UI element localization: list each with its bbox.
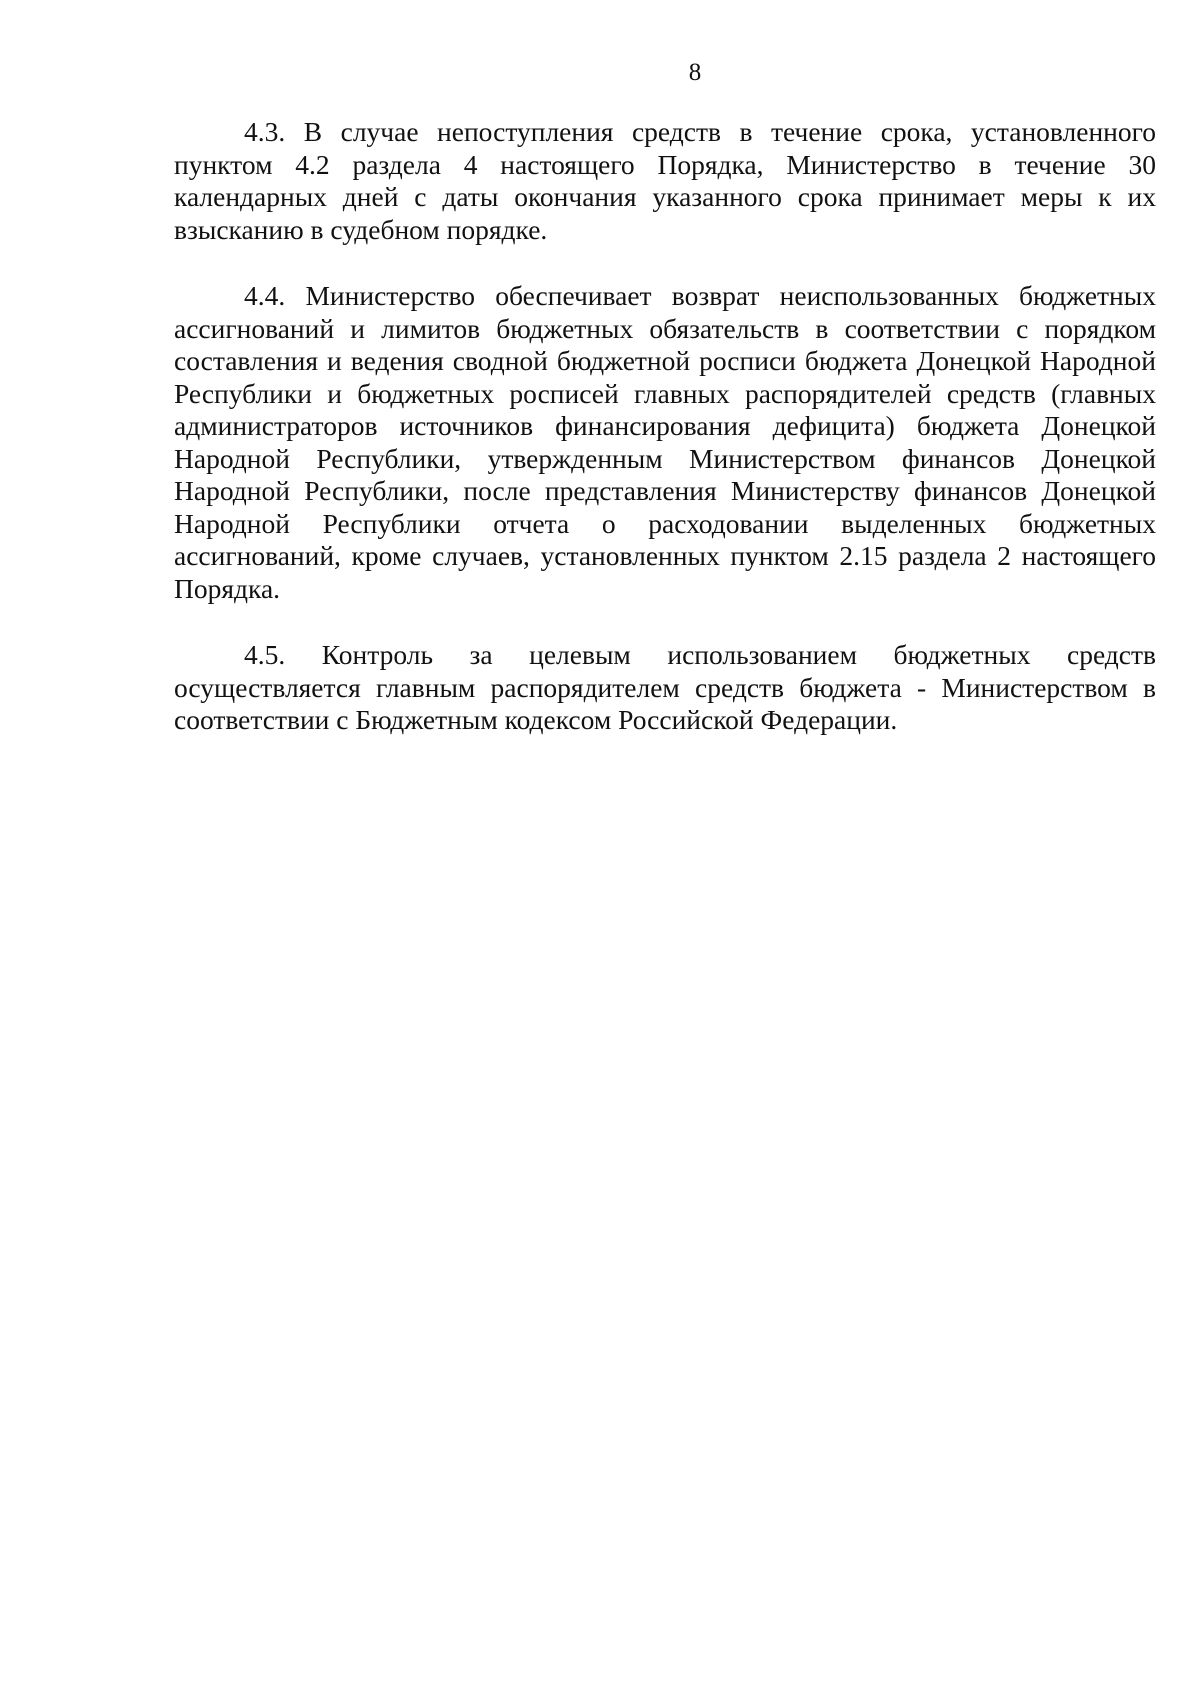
paragraph-4-5: 4.5. Контроль за целевым использованием бюджетных средств осуществляется главным распорядителем средств бюджета - Министерством в соответствии с Бюджетным кодексом Российской Федерации. [174, 639, 1156, 735]
paragraph-4-4: 4.4. Министерство обеспечивает возврат неиспользованных бюджетных ассигнований и лимитов бюджетных обязательств в соответствии с порядком составления и ведения сводной бюджетной росписи бюджета Донецкой Народной Республики и бюджетных росписей главных распорядителей средств (главных администраторов источников финансирования дефицита) бюджета Донецкой Народной Республики, утвержденным Министерством финансов Донецкой Народной Республики, после представления Министерству финансов Донецкой Народной Республики отчета о расходовании выделенных бюджетных ассигнований, кроме случаев, установленных пунктом 2.15 раздела 2 настоящего Порядка. [174, 280, 1156, 604]
document-body [174, 116, 1156, 771]
paragraph-4-3: 4.3. В случае непоступления средств в течение срока, установленного пунктом 4.2 раздела 4 настоящего Порядка, Министерство в течение 30 календарных дней с даты окончания указанного срока принимает меры к их взысканию в судебном порядке. [174, 116, 1156, 245]
page-number: 8 [688, 59, 702, 86]
